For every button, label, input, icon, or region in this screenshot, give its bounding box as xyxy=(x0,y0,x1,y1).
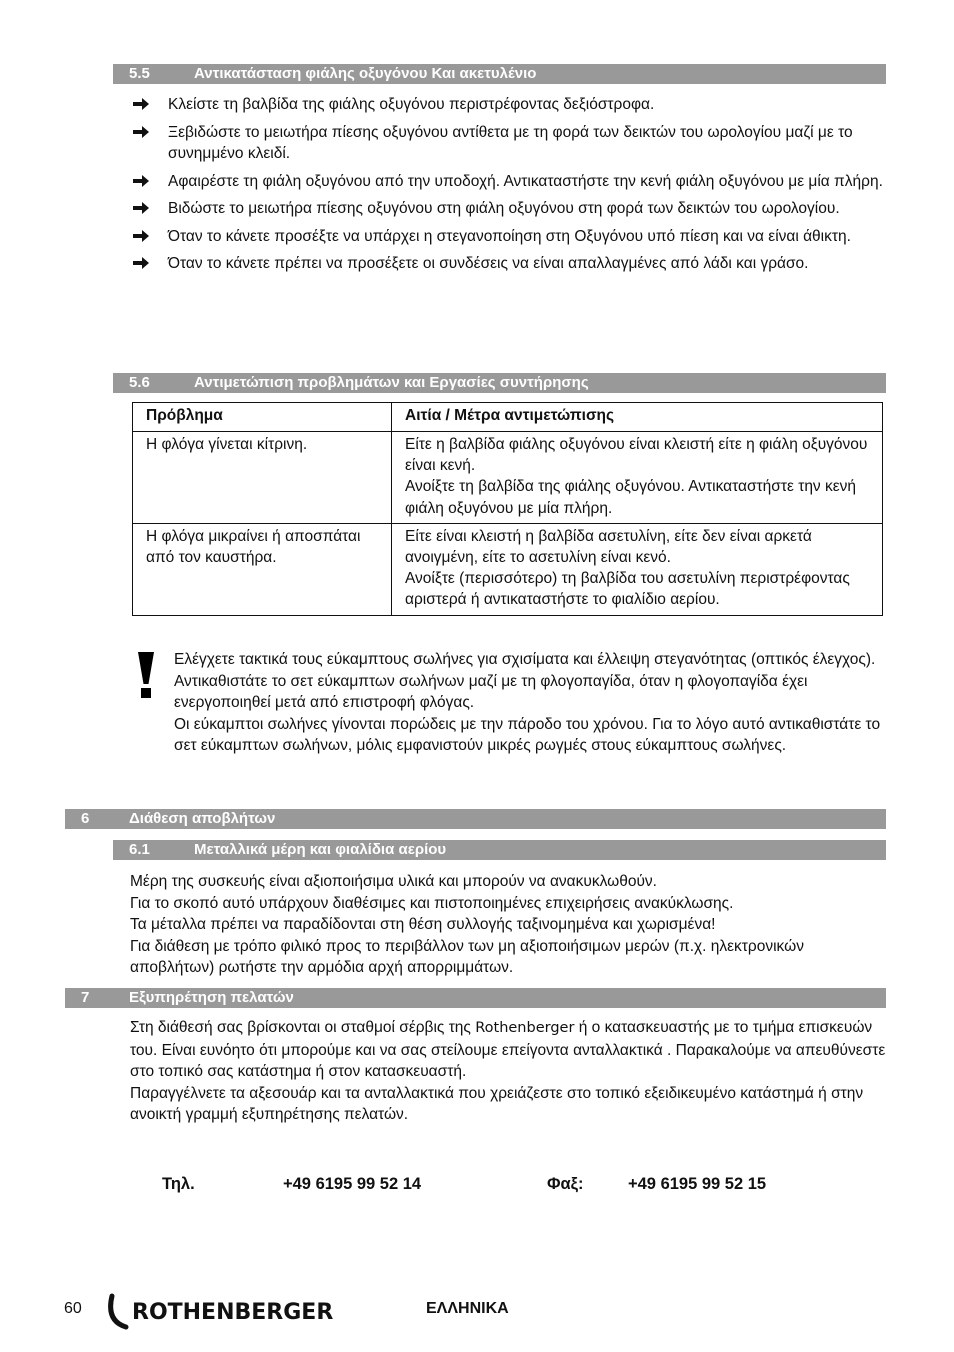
list-item-text: Κλείστε τη βαλβίδα της φιάλης οξυγόνου περιστρέφοντας δεξιόστροφα. xyxy=(168,96,655,113)
cause-text: Είτε η βαλβίδα φιάλης οξυγόνου είναι κλειστή είτε η φιάλη οξυγόνου είναι κενή. xyxy=(405,436,868,475)
list-item xyxy=(132,171,892,193)
warning-paragraph: Ελέγχετε τακτικά τους εύκαμπτους σωλήνες για σχισίματα και έλλειψη στεγανότητας (οπτικός έλεγχος). xyxy=(174,651,876,668)
arrow-right-icon xyxy=(132,172,150,190)
list-item-text: Βιδώστε το μειωτήρα πίεσης οξυγόνου στη φιάλη οξυγόνου στη φορά των δεικτών του ωρολογίου. xyxy=(168,200,840,217)
section-title: Αντιμετώπιση προβλημάτων και Εργασίες συντήρησης xyxy=(194,374,589,391)
arrow-right-icon xyxy=(132,123,150,141)
rothenberger-logo xyxy=(106,1291,346,1333)
fax-label: Φαξ: xyxy=(547,1175,584,1193)
table-header-row xyxy=(133,403,883,432)
section-number: 7 xyxy=(81,989,90,1006)
remedy-text: Ανοίξτε τη βαλβίδα της φιάλης οξυγόνου. Αντικαταστήστε την κενή φιάλη οξυγόνου με μία πλήρη. xyxy=(405,478,857,517)
service-text-part: ή ο κατασκευαστής με το τμήμα επισκευών του. Είναι ευνόητο ότι μπορούμε και να σας στείλουμε επείγοντα ανταλλακτικά . Παρακαλούμε να απευθύνεστε στο τοπικό σας κατάστημα ή στον κατασκευαστή. xyxy=(130,1019,886,1080)
arrow-right-icon xyxy=(132,227,150,245)
fax-number: +49 6195 99 52 15 xyxy=(628,1175,767,1193)
list-item xyxy=(132,94,892,116)
page-number: 60 xyxy=(64,1300,82,1317)
exclamation-icon xyxy=(136,650,156,700)
list-item xyxy=(132,253,892,275)
warning-paragraph: Οι εύκαμπτοι σωλήνες γίνονται πορώδεις με την πάροδο του χρόνου. Για το λόγο αυτό αντικαθιστάτε το σετ εύκαμπτων σωλήνων, μόλις εμφανιστούν μικρές ρωγμές στους εύκαμπτους σωλήνες. xyxy=(174,715,881,754)
cause-cell xyxy=(392,432,883,524)
column-header-cause: Αιτία / Μέτρα αντιμετώπισης xyxy=(392,403,883,432)
list-item-text: Ξεβιδώστε το μειωτήρα πίεσης οξυγόνου αντίθετα με τη φορά των δεικτών του ωρολογίου μαζί με το συνημμένο κλειδί. xyxy=(168,123,853,162)
disposal-line: Μέρη της συσκευής είναι αξιοποιήσιμα υλικά και μπορούν να ανακυκλωθούν. xyxy=(130,873,657,890)
section-title: Εξυπηρέτηση πελατών xyxy=(129,989,294,1006)
brand-name: Rothenberger xyxy=(475,1020,575,1036)
problem-cell: Η φλόγα γίνεται κίτρινη. xyxy=(133,432,392,524)
tel-label: Τηλ. xyxy=(162,1175,195,1193)
list-item-text: Όταν το κάνετε προσέξτε να υπάρχει η στεγανοποίηση στη Οξυγόνου υπό πίεση και να είναι άθικτη. xyxy=(168,227,851,245)
disposal-line: Για το σκοπό αυτό υπάρχουν διαθέσιμες και πιστοποιημένες επιχειρήσεις ανακύκλωσης. xyxy=(130,894,734,912)
list-item-text: Όταν το κάνετε πρέπει να προσέξετε οι συνδέσεις να είναι απαλλαγμένες από λάδι και γράσο. xyxy=(168,255,809,272)
section-number: 5.6 xyxy=(129,374,150,391)
arrow-right-icon xyxy=(132,254,150,272)
cause-cell xyxy=(392,523,883,615)
warning-note xyxy=(174,649,886,757)
problem-cell: Η φλόγα μικραίνει ή αποσπάται από τον καυστήρα. xyxy=(133,523,392,615)
remedy-text: Ανοίξτε (περισσότερο) τη βαλβίδα του ασετυλίνη περιστρέφοντας αριστερά ή αντικαταστήστε το φιαλίδιο αερίου. xyxy=(405,570,850,609)
tel-number[interactable]: +49 6195 99 52 14 xyxy=(283,1175,422,1193)
warning-paragraph: Αντικαθιστάτε το σετ εύκαμπτων σωλήνων μαζί με τη φλογοπαγίδα, όταν η φλογοπαγίδα έχει ενεργοποιηθεί μετά από επιστροφή φλόγας. xyxy=(174,672,808,711)
arrow-right-icon xyxy=(132,95,150,113)
section-title: Διάθεση αποβλήτων xyxy=(129,810,276,827)
troubleshooting-table xyxy=(132,402,883,616)
table-row xyxy=(133,523,883,615)
list-item xyxy=(132,226,892,248)
list-item xyxy=(132,198,892,220)
service-paragraph: Παραγγέλνετε τα αξεσουάρ και τα ανταλλακτικά που χρειάζεστε στο τοπικό εξειδικευμένο κατάστημά ή στην ανοικτή γραμμή εξυπηρέτησης πελατών. xyxy=(130,1084,864,1123)
section-title: Μεταλλικά μέρη και φιαλίδια αερίου xyxy=(194,841,447,858)
section-heading-6-1 xyxy=(113,840,886,860)
arrow-right-icon xyxy=(132,199,150,217)
section-heading-5-5 xyxy=(113,64,886,84)
service-paragraph xyxy=(130,1017,890,1083)
section-number: 6.1 xyxy=(129,841,150,858)
section-title: Αντικατάσταση φιάλης οξυγόνου Και ακετυλένιο xyxy=(194,65,537,82)
disposal-line: Τα μέταλλα πρέπει να παραδίδονται στη θέση συλλογής ταξινομημένα και χωρισμένα! xyxy=(130,916,716,933)
section-heading-5-6 xyxy=(113,373,886,393)
cause-text: Είτε είναι κλειστή η βαλβίδα ασετυλίνη, είτε δεν είναι αρκετά ανοιγμένη, είτε το ασετυλίνη είναι κενό. xyxy=(405,527,812,567)
list-item-text: Αφαιρέστε τη φιάλη οξυγόνου από την υποδοχή. Αντικαταστήστε την κενή φιάλη οξυγόνου με μία πλήρη. xyxy=(168,172,883,190)
section-number: 5.5 xyxy=(129,65,150,82)
instruction-list xyxy=(132,94,892,281)
section-heading-7 xyxy=(65,988,886,1008)
section-number: 6 xyxy=(81,810,90,827)
disposal-line: Για διάθεση με τρόπο φιλικό προς το περιβάλλον των μη αξιοποιήσιμων μερών (π.χ. ηλεκτρονικών αποβλήτων) ρωτήστε την αρμόδια αρχή απορριμμάτων. xyxy=(130,937,804,976)
logo-text: ROTHENBERGER xyxy=(132,1300,334,1325)
service-text xyxy=(130,1017,890,1126)
language-label: ΕΛΛΗΝΙΚΑ xyxy=(426,1300,509,1317)
table-row xyxy=(133,432,883,524)
service-text-part: Στη διάθεσή σας βρίσκονται οι σταθμοί σέρβις της xyxy=(130,1019,476,1036)
disposal-text xyxy=(130,871,890,979)
column-header-problem: Πρόβλημα xyxy=(133,403,392,432)
section-heading-6 xyxy=(65,809,886,829)
list-item xyxy=(132,122,892,165)
